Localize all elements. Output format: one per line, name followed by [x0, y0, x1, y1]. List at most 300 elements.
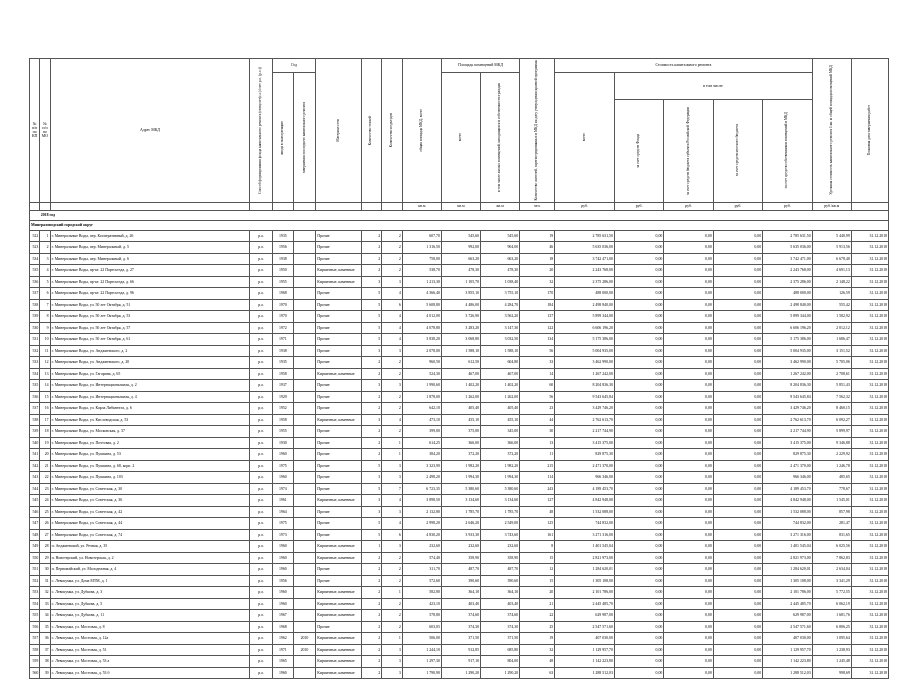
cell-year-built: 1975: [273, 460, 294, 472]
cell-address: г. Минеральные Воды, ул. Советская, д. 36: [50, 495, 250, 507]
cell-area-total: 917,10: [441, 656, 480, 668]
cell-entrances: 4: [382, 495, 403, 507]
cell-cost-owners: 6 606 196,20: [763, 322, 812, 334]
cell-cost-budget-rf: 0,00: [664, 564, 713, 576]
cell-floors: 2: [361, 633, 382, 645]
cell-num-mo: 5: [40, 276, 50, 288]
cell-cost-total: 5 175 386,00: [555, 334, 615, 346]
header-cost-group: Стоимость капитального ремонта: [555, 59, 812, 73]
units-row: [30, 202, 889, 210]
cell-unit-cost: 1 245,48: [812, 656, 851, 668]
cell-cost-total: 8 204 836,30: [555, 380, 615, 392]
cell-floors: 3: [361, 414, 382, 426]
cell-cost-total: 1 305 108,00: [555, 575, 615, 587]
cell-num-mo: 18: [40, 426, 50, 438]
cell-floors: 5: [361, 322, 382, 334]
cell-year-repair: [293, 334, 316, 346]
header-year-group: Год: [273, 59, 316, 73]
cell-deadline: 31.12.2018: [851, 380, 888, 392]
cell-num-mo: 39: [40, 667, 50, 679]
cell-wall-material: Прочие: [316, 529, 361, 541]
cell-address: г. Минеральные Воды, ул. Кисловодская, д. 53: [50, 414, 250, 426]
cell-year-built: 1960: [273, 667, 294, 679]
cell-num-total: 555: [30, 610, 40, 622]
cell-num-mo: 8: [40, 311, 50, 323]
cell-entrances: 3: [382, 472, 403, 484]
cell-cost-budget-rf: 0,00: [664, 506, 713, 518]
cell-cost-total: 3 415 375,00: [555, 437, 615, 449]
cell-area-total: 1 994,30: [441, 472, 480, 484]
cell-cost-local: 0,00: [713, 345, 762, 357]
cell-num-total: 545: [30, 495, 40, 507]
cell-total-area: 642,10: [402, 403, 441, 415]
table-row: [30, 357, 889, 369]
cell-area-total: 4 486,00: [441, 299, 480, 311]
cell-fund-method: р.о.: [250, 276, 273, 288]
cell-num-total: 550: [30, 552, 40, 564]
cell-cost-local: 0,00: [713, 449, 762, 461]
cell-residents: 12: [520, 564, 555, 576]
cell-area-total: 1 290,20: [441, 667, 480, 679]
cell-area-private: 403,40: [481, 598, 520, 610]
cell-unit-cost: 2 708,61: [812, 368, 851, 380]
cell-cost-budget-rf: 0,00: [664, 299, 713, 311]
cell-cost-owners: 2 762 613,70: [763, 414, 812, 426]
table-row: [30, 311, 889, 323]
cell-cost-budget-rf: 0,00: [664, 403, 713, 415]
cell-area-private: 232,60: [481, 541, 520, 553]
cell-cost-owners: 629 987,00: [763, 610, 812, 622]
cell-year-repair: [293, 460, 316, 472]
cell-num-total: 554: [30, 598, 40, 610]
cell-area-total: 403,40: [441, 598, 480, 610]
cell-year-built: 1950: [273, 265, 294, 277]
cell-year-repair: [293, 322, 316, 334]
cell-entrances: 1: [382, 437, 403, 449]
cell-floors: 2: [361, 437, 382, 449]
cell-deadline: 31.12.2018: [851, 460, 888, 472]
cell-cost-fund: 0,00: [614, 345, 663, 357]
cell-residents: 21: [520, 598, 555, 610]
cell-num-total: 536: [30, 276, 40, 288]
cell-cost-owners: 2 547 571,60: [763, 621, 812, 633]
cell-cost-local: 0,00: [713, 288, 762, 300]
cell-fund-method: р.о.: [250, 368, 273, 380]
cell-area-total: 374,60: [441, 610, 480, 622]
cell-area-private: 358,90: [481, 552, 520, 564]
table-row: [30, 564, 889, 576]
cell-cost-owners: 1 305 108,00: [763, 575, 812, 587]
cell-year-repair: [293, 667, 316, 679]
cell-entrances: 2: [382, 253, 403, 265]
cell-year-repair: [293, 437, 316, 449]
cell-cost-local: 0,00: [713, 598, 762, 610]
cell-total-area: 1 213,30: [402, 276, 441, 288]
cell-cost-local: 0,00: [713, 518, 762, 530]
cell-year-repair: [293, 357, 316, 369]
cell-cost-local: 0,00: [713, 633, 762, 645]
cell-area-private: 1 262,00: [481, 391, 520, 403]
cell-residents: 20: [520, 587, 555, 599]
cell-cost-budget-rf: 0,00: [664, 345, 713, 357]
cell-num-mo: 32: [40, 587, 50, 599]
cell-floors: 5: [361, 460, 382, 472]
cell-year-built: 1955: [273, 276, 294, 288]
cell-cost-local: 0,00: [713, 334, 762, 346]
cell-cost-total: 9 543 645,84: [555, 391, 615, 403]
cell-cost-fund: 0,00: [614, 414, 663, 426]
cell-num-mo: 16: [40, 403, 50, 415]
cell-wall-material: Прочие: [316, 437, 361, 449]
cell-unit-cost: 1 246,78: [812, 460, 851, 472]
cell-area-total: 405,40: [441, 403, 480, 415]
cell-wall-material: Кирпичные, каменные: [316, 265, 361, 277]
cell-cost-total: 407 030,00: [555, 633, 615, 645]
header-num-mo: № п/п по МО: [40, 59, 50, 203]
unit-cell: кв.м: [441, 202, 480, 210]
cell-floors: 2: [361, 656, 382, 668]
cell-area-total: 455,10: [441, 414, 480, 426]
cell-num-mo: 23: [40, 483, 50, 495]
header-residents: Количество жителей, зарегистрированных в МКД на дату утверждения краевой программы: [520, 59, 555, 203]
cell-num-mo: 2: [40, 242, 50, 254]
cell-num-total: 534: [30, 253, 40, 265]
cell-cost-local: 0,00: [713, 460, 762, 472]
cell-unit-cost: 1 095,64: [812, 633, 851, 645]
table-row: [30, 242, 889, 254]
cell-cost-budget-rf: 0,00: [664, 587, 713, 599]
cell-deadline: 31.12.2018: [851, 242, 888, 254]
cell-address: г. Минеральные Воды, ул. Интернациональная, д. 2: [50, 380, 250, 392]
header-cost-owners: за счет средств собственников помещений в МКД: [763, 99, 812, 202]
cell-cost-fund: 0,00: [614, 610, 663, 622]
cell-cost-local: 0,00: [713, 391, 762, 403]
cell-year-built: 1960: [273, 449, 294, 461]
cell-cost-fund: 0,00: [614, 587, 663, 599]
header-cost-budget-rf: за счет средств бюджета субъекта Российской Федерации: [664, 99, 713, 202]
cell-year-repair: [293, 391, 316, 403]
cell-unit-cost: 6 806,25: [812, 621, 851, 633]
cell-year-repair: [293, 403, 316, 415]
cell-entrances: 4: [382, 322, 403, 334]
cell-num-mo: 37: [40, 644, 50, 656]
cell-unit-cost: 5 440,99: [812, 230, 851, 242]
cell-address: г. Минеральные Воды, ул. 50 лет Октября, д. 51: [50, 299, 250, 311]
cell-entrances: 4: [382, 518, 403, 530]
header-unit-cost: Удельная стоимость капитального ремонта 1 кв. м общей площади помещений МКД: [812, 59, 851, 203]
cell-deadline: 31.12.2018: [851, 391, 888, 403]
cell-floors: 3: [361, 276, 382, 288]
cell-cost-owners: 1 288 512,03: [763, 667, 812, 679]
cell-cost-fund: 0,00: [614, 460, 663, 472]
cell-cost-fund: 0,00: [614, 518, 663, 530]
cell-fund-method: р.о.: [250, 403, 273, 415]
table-row: [30, 529, 889, 541]
cell-num-mo: 13: [40, 368, 50, 380]
cell-cost-budget-rf: 0,00: [664, 426, 713, 438]
cell-num-mo: 25: [40, 506, 50, 518]
cell-total-area: 4 078,80: [402, 322, 441, 334]
cell-cost-total: 744 832,00: [555, 518, 615, 530]
table-row: [30, 391, 889, 403]
cell-year-repair: [293, 288, 316, 300]
unit-cell: руб.: [614, 202, 663, 210]
cell-cost-budget-rf: 0,00: [664, 449, 713, 461]
table-row: [30, 495, 889, 507]
cell-residents: 125: [520, 518, 555, 530]
cell-deadline: 31.12.2018: [851, 426, 888, 438]
cell-num-total: 534: [30, 368, 40, 380]
cell-cost-fund: 0,00: [614, 472, 663, 484]
cell-area-total: 478,30: [441, 265, 480, 277]
cell-num-total: 543: [30, 472, 40, 484]
cell-cost-owners: 488 000,00: [763, 288, 812, 300]
cell-num-total: 522: [30, 230, 40, 242]
cell-fund-method: р.о.: [250, 518, 273, 530]
cell-residents: 60: [520, 380, 555, 392]
cell-fund-method: р.о.: [250, 253, 273, 265]
cell-fund-method: р.о.: [250, 242, 273, 254]
table-row: [30, 598, 889, 610]
table-row: [30, 610, 889, 622]
cell-unit-cost: 1 238,93: [812, 644, 851, 656]
cell-cost-budget-rf: 0,00: [664, 242, 713, 254]
cell-total-area: 2 132,80: [402, 506, 441, 518]
cell-deadline: 31.12.2018: [851, 357, 888, 369]
cell-floors: 2: [361, 403, 382, 415]
cell-residents: 63: [520, 667, 555, 679]
header-area-private: в том числе жилых помещений, находящихся в собственности граждан: [481, 73, 520, 203]
cell-residents: 134: [520, 334, 555, 346]
cell-wall-material: Кирпичные, каменные: [316, 414, 361, 426]
cell-num-total: 541: [30, 449, 40, 461]
cell-deadline: 31.12.2018: [851, 449, 888, 461]
cell-year-built: 1929: [273, 391, 294, 403]
cell-area-private: 478,30: [481, 265, 520, 277]
cell-area-private: 374,30: [481, 621, 520, 633]
cell-address: п. Первомайский, ул. Молодежная, д. 4: [50, 564, 250, 576]
cell-deadline: 31.12.2018: [851, 230, 888, 242]
cell-area-private: 3 743,60: [481, 529, 520, 541]
cell-num-mo: 17: [40, 414, 50, 426]
cell-num-mo: 22: [40, 472, 50, 484]
header-deadline: Плановая дата завершения работ: [851, 59, 888, 203]
cell-cost-fund: 0,00: [614, 403, 663, 415]
cell-cost-total: 829 875,30: [555, 449, 615, 461]
cell-num-mo: 34: [40, 610, 50, 622]
cell-cost-owners: 2 101 786,00: [763, 587, 812, 599]
cell-deadline: 31.12.2018: [851, 288, 888, 300]
cell-cost-budget-rf: 0,00: [664, 483, 713, 495]
cell-entrances: 3: [382, 541, 403, 553]
cell-total-area: 524,30: [402, 368, 441, 380]
cell-cost-budget-rf: 0,00: [664, 322, 713, 334]
cell-address: с. Левокумка, ул. Дубкова, д. 11: [50, 610, 250, 622]
cell-num-mo: 28: [40, 541, 50, 553]
cell-wall-material: Прочие: [316, 426, 361, 438]
cell-residents: 11: [520, 449, 555, 461]
header-incl: в том числе:: [614, 73, 812, 100]
cell-address: г. Минеральные Воды, пр-кт. 22 Партсъезда, д. 27: [50, 265, 250, 277]
cell-wall-material: Кирпичные, каменные: [316, 644, 361, 656]
cell-deadline: 31.12.2018: [851, 345, 888, 357]
cell-floors: 5: [361, 518, 382, 530]
header-year-repair: завершения последнего капитального ремонта: [293, 73, 316, 203]
cell-unit-cost: 7 862,83: [812, 552, 851, 564]
cell-address: с. Левокумка, ул. Мостовая, д. 51: [50, 644, 250, 656]
cell-area-total: 372,20: [441, 449, 480, 461]
cell-num-mo: 19: [40, 437, 50, 449]
table-row: [30, 403, 889, 415]
cell-cost-local: 0,00: [713, 299, 762, 311]
cell-area-total: 1 588,10: [441, 345, 480, 357]
cell-year-repair: [293, 587, 316, 599]
cell-cost-fund: 0,00: [614, 253, 663, 265]
cell-residents: 215: [520, 460, 555, 472]
cell-deadline: 31.12.2018: [851, 403, 888, 415]
cell-area-private: 345,00: [481, 426, 520, 438]
cell-area-total: 467,00: [441, 368, 480, 380]
cell-num-mo: 1: [40, 230, 50, 242]
table-row: [30, 575, 889, 587]
cell-fund-method: р.о.: [250, 380, 273, 392]
cell-cost-owners: 3 742 471,00: [763, 253, 812, 265]
table-row: [30, 633, 889, 645]
cell-wall-material: Прочие: [316, 299, 361, 311]
cell-total-area: 578,80: [402, 610, 441, 622]
cell-fund-method: р.о.: [250, 506, 273, 518]
cell-cost-total: 966 346,00: [555, 472, 615, 484]
cell-cost-budget-rf: 0,00: [664, 621, 713, 633]
cell-address: с. Левокумка, ул. Мостовая, д. 53 а: [50, 656, 250, 668]
cell-cost-total: 1 401 545,04: [555, 541, 615, 553]
cell-fund-method: р.о.: [250, 667, 273, 679]
cell-fund-method: р.о.: [250, 357, 273, 369]
cell-cost-fund: 0,00: [614, 311, 663, 323]
cell-entrances: 6: [382, 529, 403, 541]
cell-floors: 2: [361, 242, 382, 254]
table-row: [30, 380, 889, 392]
cell-cost-local: 0,00: [713, 587, 762, 599]
cell-area-private: 1 588,10: [481, 345, 520, 357]
cell-area-private: 390,60: [481, 575, 520, 587]
cell-cost-total: 2 375 286,00: [555, 276, 615, 288]
cell-cost-owners: 407 030,00: [763, 633, 812, 645]
cell-address: с. Левокумка, ул. Дома МТМ, д. 1: [50, 575, 250, 587]
cell-year-repair: [293, 518, 316, 530]
cell-floors: 5: [361, 483, 382, 495]
cell-floors: 2: [361, 564, 382, 576]
cell-cost-total: 4 189 453,70: [555, 483, 615, 495]
cell-area-total: 390,60: [441, 575, 480, 587]
cell-cost-total: 3 462 990,00: [555, 357, 615, 369]
cell-cost-fund: 0,00: [614, 299, 663, 311]
cell-cost-total: 1 284 620,01: [555, 564, 615, 576]
cell-cost-local: 0,00: [713, 230, 762, 242]
cell-cost-fund: 0,00: [614, 288, 663, 300]
cell-address: г. Минеральные Воды, ул. 50 лет Октября, д. 57: [50, 322, 250, 334]
cell-cost-budget-rf: 0,00: [664, 633, 713, 645]
cell-cost-owners: 5 635 036,00: [763, 242, 812, 254]
cell-year-built: 1975: [273, 518, 294, 530]
cell-year-built: 1968: [273, 621, 294, 633]
cell-cost-budget-rf: 0,00: [664, 667, 713, 679]
cell-fund-method: р.о.: [250, 598, 273, 610]
cell-cost-owners: 1 401 545,04: [763, 541, 812, 553]
cell-fund-method: р.о.: [250, 414, 273, 426]
cell-year-repair: [293, 276, 316, 288]
cell-year-repair: [293, 253, 316, 265]
cell-residents: 25: [520, 621, 555, 633]
cell-cost-fund: 0,00: [614, 242, 663, 254]
cell-floors: 2: [361, 265, 382, 277]
cell-cost-budget-rf: 0,00: [664, 495, 713, 507]
cell-entrances: 2: [382, 564, 403, 576]
table-row: [30, 276, 889, 288]
cell-deadline: 31.12.2018: [851, 253, 888, 265]
cell-year-repair: [293, 230, 316, 242]
cell-fund-method: р.о.: [250, 552, 273, 564]
cell-total-area: 384,20: [402, 449, 441, 461]
cell-cost-owners: 2 471 370,00: [763, 460, 812, 472]
cell-cost-local: 0,00: [713, 253, 762, 265]
cell-cost-total: 2 547 571,60: [555, 621, 615, 633]
cell-num-total: 539: [30, 311, 40, 323]
cell-residents: 14: [520, 368, 555, 380]
cell-total-area: 1 316,50: [402, 242, 441, 254]
cell-deadline: 31.12.2018: [851, 610, 888, 622]
cell-fund-method: р.о.: [250, 610, 273, 622]
cell-unit-cost: 2 229,92: [812, 449, 851, 461]
cell-cost-budget-rf: 0,00: [664, 288, 713, 300]
cell-unit-cost: 6 092,27: [812, 414, 851, 426]
cell-wall-material: Прочие: [316, 403, 361, 415]
cell-entrances: 1: [382, 449, 403, 461]
unit-cell: руб.: [763, 202, 812, 210]
table-row: [30, 552, 889, 564]
cell-total-area: 2 498,20: [402, 472, 441, 484]
cell-num-total: 558: [30, 644, 40, 656]
cell-year-built: 1971: [273, 334, 294, 346]
cell-wall-material: Прочие: [316, 334, 361, 346]
cell-cost-owners: 1 267 242,00: [763, 368, 812, 380]
cell-residents: 30: [520, 426, 555, 438]
cell-floors: 3: [361, 380, 382, 392]
cell-year-built: 1974: [273, 483, 294, 495]
cell-num-total: 540: [30, 437, 40, 449]
cell-cost-budget-rf: 0,00: [664, 265, 713, 277]
cell-entrances: 3: [382, 506, 403, 518]
cell-area-total: 358,90: [441, 552, 480, 564]
cell-area-total: 3 933,30: [441, 529, 480, 541]
cell-fund-method: р.о.: [250, 541, 273, 553]
cell-area-total: 232,60: [441, 541, 480, 553]
cell-entrances: 4: [382, 288, 403, 300]
cell-cost-budget-rf: 0,00: [664, 472, 713, 484]
cell-num-mo: 35: [40, 621, 50, 633]
cell-cost-total: 5 004 935,00: [555, 345, 615, 357]
cell-cost-local: 0,00: [713, 311, 762, 323]
cell-floors: 5: [361, 529, 382, 541]
cell-deadline: 31.12.2018: [851, 541, 888, 553]
cell-area-total: 912,85: [441, 644, 480, 656]
cell-address: г. Минеральные Воды, ул. Советская, д. 42: [50, 506, 250, 518]
cell-cost-budget-rf: 0,00: [664, 552, 713, 564]
cell-area-private: 904,00: [481, 242, 520, 254]
cell-fund-method: р.о.: [250, 483, 273, 495]
cell-year-repair: [293, 414, 316, 426]
cell-total-area: 2 078,00: [402, 345, 441, 357]
